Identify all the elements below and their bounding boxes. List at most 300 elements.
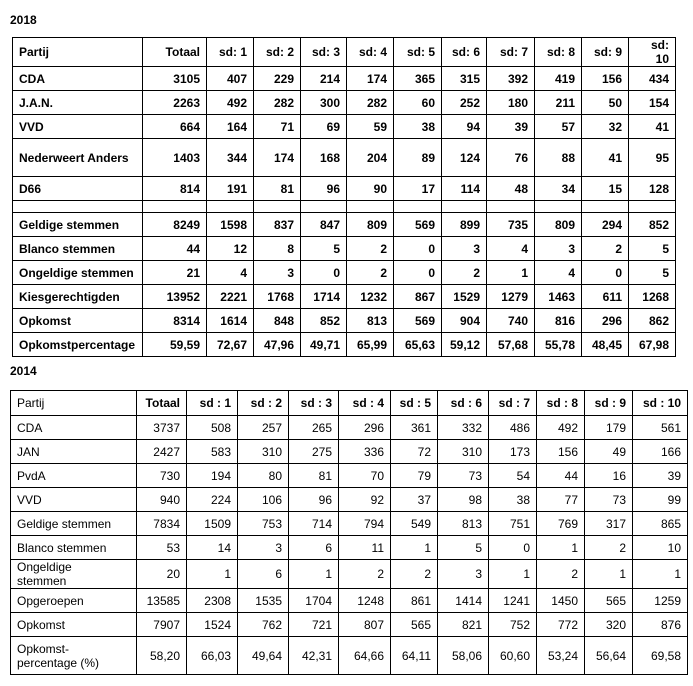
cell-value: 1450 bbox=[537, 589, 585, 613]
cell-value: 66,03 bbox=[187, 637, 238, 675]
cell-value: 865 bbox=[633, 512, 688, 536]
cell-value: 1 bbox=[391, 536, 438, 560]
cell-value: 0 bbox=[394, 261, 442, 285]
table-row-cda bbox=[11, 416, 688, 440]
cell-value: 561 bbox=[633, 416, 688, 440]
cell-value: 257 bbox=[238, 416, 289, 440]
cell-value: 16 bbox=[585, 464, 633, 488]
cell-value: sd : 9 bbox=[585, 391, 633, 416]
cell-value: 15 bbox=[582, 177, 629, 201]
cell-value: 0 bbox=[489, 536, 537, 560]
cell-value: 3105 bbox=[143, 67, 207, 91]
cell-value: 49 bbox=[585, 440, 633, 464]
row-label: CDA bbox=[11, 416, 137, 440]
cell-value: 64,66 bbox=[339, 637, 391, 675]
cell-value: 13585 bbox=[137, 589, 187, 613]
cell-value: 11 bbox=[339, 536, 391, 560]
cell-value: 332 bbox=[438, 416, 489, 440]
section-title-2014: 2014 bbox=[10, 364, 37, 378]
cell-value: 814 bbox=[143, 177, 207, 201]
cell-value: 6 bbox=[238, 560, 289, 589]
cell-value: 2308 bbox=[187, 589, 238, 613]
cell-value: 721 bbox=[289, 613, 339, 637]
cell-value: 73 bbox=[438, 464, 489, 488]
row-label: Geldige stemmen bbox=[11, 512, 137, 536]
cell-value: 96 bbox=[301, 177, 347, 201]
cell-value: 50 bbox=[582, 91, 629, 115]
cell-value: 3 bbox=[254, 261, 301, 285]
cell-value: 229 bbox=[254, 67, 301, 91]
cell-value: 88 bbox=[535, 139, 582, 177]
cell-value: 486 bbox=[489, 416, 537, 440]
empty-cell bbox=[487, 201, 535, 213]
cell-value: 762 bbox=[238, 613, 289, 637]
cell-value: 1259 bbox=[633, 589, 688, 613]
cell-value: 1 bbox=[489, 560, 537, 589]
cell-value: 310 bbox=[238, 440, 289, 464]
cell-value: 1768 bbox=[254, 285, 301, 309]
table-row-d66 bbox=[13, 177, 676, 201]
row-label: Opkomst bbox=[11, 613, 137, 637]
cell-value: 320 bbox=[585, 613, 633, 637]
cell-value: 1241 bbox=[489, 589, 537, 613]
cell-value: 664 bbox=[143, 115, 207, 139]
cell-value: 8249 bbox=[143, 213, 207, 237]
table-row-j-a-n bbox=[13, 91, 676, 115]
cell-value: 2 bbox=[582, 237, 629, 261]
cell-value: 940 bbox=[137, 488, 187, 512]
cell-value: 191 bbox=[207, 177, 254, 201]
cell-value: sd: 2 bbox=[254, 38, 301, 67]
cell-value: 492 bbox=[207, 91, 254, 115]
cell-value: 392 bbox=[487, 67, 535, 91]
cell-value: 38 bbox=[394, 115, 442, 139]
cell-value: 174 bbox=[347, 67, 394, 91]
cell-value: sd : 6 bbox=[438, 391, 489, 416]
cell-value: 752 bbox=[489, 613, 537, 637]
section-title-2018: 2018 bbox=[10, 13, 37, 27]
cell-value: 41 bbox=[582, 139, 629, 177]
cell-value: 5 bbox=[629, 261, 676, 285]
cell-value: 39 bbox=[487, 115, 535, 139]
cell-value: 4 bbox=[535, 261, 582, 285]
cell-value: 71 bbox=[254, 115, 301, 139]
cell-value: 807 bbox=[339, 613, 391, 637]
row-label: Opkomst bbox=[13, 309, 143, 333]
cell-value: 173 bbox=[489, 440, 537, 464]
cell-value: 2 bbox=[347, 237, 394, 261]
cell-value: 48 bbox=[487, 177, 535, 201]
row-label: Partij bbox=[13, 38, 143, 67]
cell-value: 813 bbox=[347, 309, 394, 333]
table-row-blanco-stemmen bbox=[13, 237, 676, 261]
cell-value: 21 bbox=[143, 261, 207, 285]
cell-value: 60,60 bbox=[489, 637, 537, 675]
table-row-cda bbox=[13, 67, 676, 91]
cell-value: 194 bbox=[187, 464, 238, 488]
cell-value: 847 bbox=[301, 213, 347, 237]
cell-value: sd: 10 bbox=[629, 38, 676, 67]
cell-value: 1 bbox=[585, 560, 633, 589]
cell-value: 794 bbox=[339, 512, 391, 536]
cell-value: 114 bbox=[442, 177, 487, 201]
cell-value: sd : 4 bbox=[339, 391, 391, 416]
cell-value: 508 bbox=[187, 416, 238, 440]
cell-value: 65,99 bbox=[347, 333, 394, 357]
cell-value: 730 bbox=[137, 464, 187, 488]
cell-value: sd: 4 bbox=[347, 38, 394, 67]
cell-value: 72 bbox=[391, 440, 438, 464]
table-row-opgeroepen bbox=[11, 589, 688, 613]
cell-value: 96 bbox=[289, 488, 339, 512]
cell-value: 740 bbox=[487, 309, 535, 333]
table-row-blanco-stemmen bbox=[11, 536, 688, 560]
cell-value: sd: 9 bbox=[582, 38, 629, 67]
cell-value: 344 bbox=[207, 139, 254, 177]
cell-value: 47,96 bbox=[254, 333, 301, 357]
cell-value: 876 bbox=[633, 613, 688, 637]
cell-value: 4 bbox=[207, 261, 254, 285]
row-label: PvdA bbox=[11, 464, 137, 488]
cell-value: 53 bbox=[137, 536, 187, 560]
cell-value: 1403 bbox=[143, 139, 207, 177]
cell-value: 852 bbox=[301, 309, 347, 333]
header-row bbox=[11, 391, 688, 416]
cell-value: 365 bbox=[394, 67, 442, 91]
cell-value: 99 bbox=[633, 488, 688, 512]
empty-cell bbox=[582, 201, 629, 213]
cell-value: 65,63 bbox=[394, 333, 442, 357]
cell-value: 44 bbox=[537, 464, 585, 488]
cell-value: 224 bbox=[187, 488, 238, 512]
cell-value: 48,45 bbox=[582, 333, 629, 357]
cell-value: 164 bbox=[207, 115, 254, 139]
cell-value: 17 bbox=[394, 177, 442, 201]
cell-value: 282 bbox=[347, 91, 394, 115]
cell-value: 492 bbox=[537, 416, 585, 440]
table-row-pvda bbox=[11, 464, 688, 488]
cell-value: 751 bbox=[489, 512, 537, 536]
cell-value: 49,71 bbox=[301, 333, 347, 357]
cell-value: 809 bbox=[535, 213, 582, 237]
cell-value: 1232 bbox=[347, 285, 394, 309]
table-row-kiesgerechtigden bbox=[13, 285, 676, 309]
cell-value: 58,20 bbox=[137, 637, 187, 675]
cell-value: 90 bbox=[347, 177, 394, 201]
cell-value: 1529 bbox=[442, 285, 487, 309]
cell-value: 282 bbox=[254, 91, 301, 115]
cell-value: 407 bbox=[207, 67, 254, 91]
table-row-vvd bbox=[11, 488, 688, 512]
cell-value: 106 bbox=[238, 488, 289, 512]
cell-value: 3 bbox=[438, 560, 489, 589]
cell-value: sd : 2 bbox=[238, 391, 289, 416]
table-row-geldige-stemmen bbox=[11, 512, 688, 536]
cell-value: 0 bbox=[301, 261, 347, 285]
cell-value: sd: 6 bbox=[442, 38, 487, 67]
row-label: VVD bbox=[11, 488, 137, 512]
cell-value: 8314 bbox=[143, 309, 207, 333]
cell-value: 44 bbox=[143, 237, 207, 261]
row-label: Opkomst-percentage (%) bbox=[11, 637, 137, 675]
empty-cell bbox=[301, 201, 347, 213]
cell-value: 315 bbox=[442, 67, 487, 91]
cell-value: 81 bbox=[289, 464, 339, 488]
cell-value: 862 bbox=[629, 309, 676, 333]
cell-value: 20 bbox=[137, 560, 187, 589]
cell-value: 179 bbox=[585, 416, 633, 440]
cell-value: 79 bbox=[391, 464, 438, 488]
empty-cell bbox=[254, 201, 301, 213]
cell-value: 310 bbox=[438, 440, 489, 464]
cell-value: 3737 bbox=[137, 416, 187, 440]
cell-value: sd : 5 bbox=[391, 391, 438, 416]
cell-value: 10 bbox=[633, 536, 688, 560]
cell-value: sd : 7 bbox=[489, 391, 537, 416]
cell-value: 6 bbox=[289, 536, 339, 560]
cell-value: 1714 bbox=[301, 285, 347, 309]
cell-value: 180 bbox=[487, 91, 535, 115]
cell-value: 38 bbox=[489, 488, 537, 512]
cell-value: 1 bbox=[289, 560, 339, 589]
row-label: Nederweert Anders bbox=[13, 139, 143, 177]
cell-value: 1268 bbox=[629, 285, 676, 309]
cell-value: 98 bbox=[438, 488, 489, 512]
cell-value: sd: 1 bbox=[207, 38, 254, 67]
cell-value: 275 bbox=[289, 440, 339, 464]
cell-value: 361 bbox=[391, 416, 438, 440]
cell-value: 1535 bbox=[238, 589, 289, 613]
cell-value: 1524 bbox=[187, 613, 238, 637]
cell-value: sd: 7 bbox=[487, 38, 535, 67]
empty-cell bbox=[347, 201, 394, 213]
cell-value: 5 bbox=[629, 237, 676, 261]
cell-value: 1704 bbox=[289, 589, 339, 613]
table-row-geldige-stemmen bbox=[13, 213, 676, 237]
cell-value: 2 bbox=[442, 261, 487, 285]
cell-value: 265 bbox=[289, 416, 339, 440]
cell-value: 59,59 bbox=[143, 333, 207, 357]
table-row-ongeldige-stemmen bbox=[11, 560, 688, 589]
cell-value: 76 bbox=[487, 139, 535, 177]
table-row-nederweert-anders bbox=[13, 139, 676, 177]
cell-value: 69 bbox=[301, 115, 347, 139]
cell-value: 1279 bbox=[487, 285, 535, 309]
cell-value: 42,31 bbox=[289, 637, 339, 675]
cell-value: 34 bbox=[535, 177, 582, 201]
cell-value: 2 bbox=[391, 560, 438, 589]
cell-value: 39 bbox=[633, 464, 688, 488]
row-label: VVD bbox=[13, 115, 143, 139]
table-row-opkomst bbox=[13, 309, 676, 333]
cell-value: sd: 3 bbox=[301, 38, 347, 67]
cell-value: 434 bbox=[629, 67, 676, 91]
cell-value: 154 bbox=[629, 91, 676, 115]
empty-cell bbox=[143, 201, 207, 213]
cell-value: 57 bbox=[535, 115, 582, 139]
cell-value: 124 bbox=[442, 139, 487, 177]
cell-value: 69,58 bbox=[633, 637, 688, 675]
cell-value: 549 bbox=[391, 512, 438, 536]
cell-value: 49,64 bbox=[238, 637, 289, 675]
cell-value: 419 bbox=[535, 67, 582, 91]
cell-value: 5 bbox=[438, 536, 489, 560]
cell-value: sd: 8 bbox=[535, 38, 582, 67]
empty-cell bbox=[629, 201, 676, 213]
cell-value: 772 bbox=[537, 613, 585, 637]
cell-value: 3 bbox=[238, 536, 289, 560]
empty-cell bbox=[442, 201, 487, 213]
cell-value: 72,67 bbox=[207, 333, 254, 357]
cell-value: 1463 bbox=[535, 285, 582, 309]
cell-value: 569 bbox=[394, 309, 442, 333]
cell-value: 80 bbox=[238, 464, 289, 488]
cell-value: 852 bbox=[629, 213, 676, 237]
cell-value: 58,06 bbox=[438, 637, 489, 675]
cell-value: 848 bbox=[254, 309, 301, 333]
table-row-jan bbox=[11, 440, 688, 464]
table-row-ongeldige-stemmen bbox=[13, 261, 676, 285]
cell-value: 77 bbox=[537, 488, 585, 512]
cell-value: sd: 5 bbox=[394, 38, 442, 67]
cell-value: 769 bbox=[537, 512, 585, 536]
row-label: Opgeroepen bbox=[11, 589, 137, 613]
cell-value: sd : 10 bbox=[633, 391, 688, 416]
cell-value: 583 bbox=[187, 440, 238, 464]
row-label: Kiesgerechtigden bbox=[13, 285, 143, 309]
row-label: Partij bbox=[11, 391, 137, 416]
cell-value: 1614 bbox=[207, 309, 254, 333]
header-row bbox=[13, 38, 676, 67]
cell-value: 837 bbox=[254, 213, 301, 237]
cell-value: 7834 bbox=[137, 512, 187, 536]
cell-value: 2 bbox=[585, 536, 633, 560]
cell-value: 714 bbox=[289, 512, 339, 536]
cell-value: 317 bbox=[585, 512, 633, 536]
cell-value: 37 bbox=[391, 488, 438, 512]
cell-value: 809 bbox=[347, 213, 394, 237]
cell-value: 296 bbox=[582, 309, 629, 333]
cell-value: 54 bbox=[489, 464, 537, 488]
row-label: JAN bbox=[11, 440, 137, 464]
cell-value: 1598 bbox=[207, 213, 254, 237]
cell-value: 1509 bbox=[187, 512, 238, 536]
cell-value: 735 bbox=[487, 213, 535, 237]
cell-value: 214 bbox=[301, 67, 347, 91]
cell-value: 95 bbox=[629, 139, 676, 177]
cell-value: Totaal bbox=[137, 391, 187, 416]
cell-value: 166 bbox=[633, 440, 688, 464]
cell-value: 1 bbox=[487, 261, 535, 285]
empty-cell bbox=[535, 201, 582, 213]
cell-value: 13952 bbox=[143, 285, 207, 309]
cell-value: 816 bbox=[535, 309, 582, 333]
row-label: Blanco stemmen bbox=[11, 536, 137, 560]
row-label: Ongeldige stemmen bbox=[11, 560, 137, 589]
cell-value: 55,78 bbox=[535, 333, 582, 357]
cell-value: 0 bbox=[394, 237, 442, 261]
cell-value: 1414 bbox=[438, 589, 489, 613]
cell-value: 174 bbox=[254, 139, 301, 177]
table-row-opkomstpercentage bbox=[13, 333, 676, 357]
cell-value: 899 bbox=[442, 213, 487, 237]
cell-value: 2263 bbox=[143, 91, 207, 115]
cell-value: 1 bbox=[187, 560, 238, 589]
table-row-vvd bbox=[13, 115, 676, 139]
cell-value: 73 bbox=[585, 488, 633, 512]
cell-value: 294 bbox=[582, 213, 629, 237]
row-label: D66 bbox=[13, 177, 143, 201]
empty-cell bbox=[394, 201, 442, 213]
cell-value: sd : 3 bbox=[289, 391, 339, 416]
cell-value: 2 bbox=[537, 560, 585, 589]
cell-value: 611 bbox=[582, 285, 629, 309]
cell-value: sd : 8 bbox=[537, 391, 585, 416]
cell-value: 32 bbox=[582, 115, 629, 139]
cell-value: 128 bbox=[629, 177, 676, 201]
cell-value: 156 bbox=[582, 67, 629, 91]
cell-value: 296 bbox=[339, 416, 391, 440]
table-row-opkomst-percentage bbox=[11, 637, 688, 675]
cell-value: 8 bbox=[254, 237, 301, 261]
cell-value: 753 bbox=[238, 512, 289, 536]
cell-value: 904 bbox=[442, 309, 487, 333]
row-label: Ongeldige stemmen bbox=[13, 261, 143, 285]
cell-value: 60 bbox=[394, 91, 442, 115]
row-label: CDA bbox=[13, 67, 143, 91]
cell-value: 59,12 bbox=[442, 333, 487, 357]
cell-value: 867 bbox=[394, 285, 442, 309]
cell-value: 41 bbox=[629, 115, 676, 139]
cell-value: 92 bbox=[339, 488, 391, 512]
cell-value: 2427 bbox=[137, 440, 187, 464]
cell-value: 64,11 bbox=[391, 637, 438, 675]
empty-cell bbox=[207, 201, 254, 213]
cell-value: 1 bbox=[633, 560, 688, 589]
row-label: J.A.N. bbox=[13, 91, 143, 115]
results-table-2018 bbox=[12, 37, 676, 357]
separator-row bbox=[13, 201, 676, 213]
cell-value: 5 bbox=[301, 237, 347, 261]
cell-value: 336 bbox=[339, 440, 391, 464]
row-label: Opkomstpercentage bbox=[13, 333, 143, 357]
row-label: Blanco stemmen bbox=[13, 237, 143, 261]
cell-value: 7907 bbox=[137, 613, 187, 637]
cell-value: 59 bbox=[347, 115, 394, 139]
cell-value: 861 bbox=[391, 589, 438, 613]
cell-value: 565 bbox=[391, 613, 438, 637]
cell-value: Totaal bbox=[143, 38, 207, 67]
cell-value: 1 bbox=[537, 536, 585, 560]
cell-value: 56,64 bbox=[585, 637, 633, 675]
cell-value: 204 bbox=[347, 139, 394, 177]
cell-value: 57,68 bbox=[487, 333, 535, 357]
cell-value: 252 bbox=[442, 91, 487, 115]
cell-value: 67,98 bbox=[629, 333, 676, 357]
cell-value: 89 bbox=[394, 139, 442, 177]
results-table-2014 bbox=[10, 390, 688, 675]
cell-value: 565 bbox=[585, 589, 633, 613]
cell-value: 1248 bbox=[339, 589, 391, 613]
cell-value: 3 bbox=[535, 237, 582, 261]
empty-cell bbox=[13, 201, 143, 213]
cell-value: 3 bbox=[442, 237, 487, 261]
cell-value: 168 bbox=[301, 139, 347, 177]
cell-value: 813 bbox=[438, 512, 489, 536]
cell-value: 53,24 bbox=[537, 637, 585, 675]
cell-value: 12 bbox=[207, 237, 254, 261]
cell-value: 156 bbox=[537, 440, 585, 464]
